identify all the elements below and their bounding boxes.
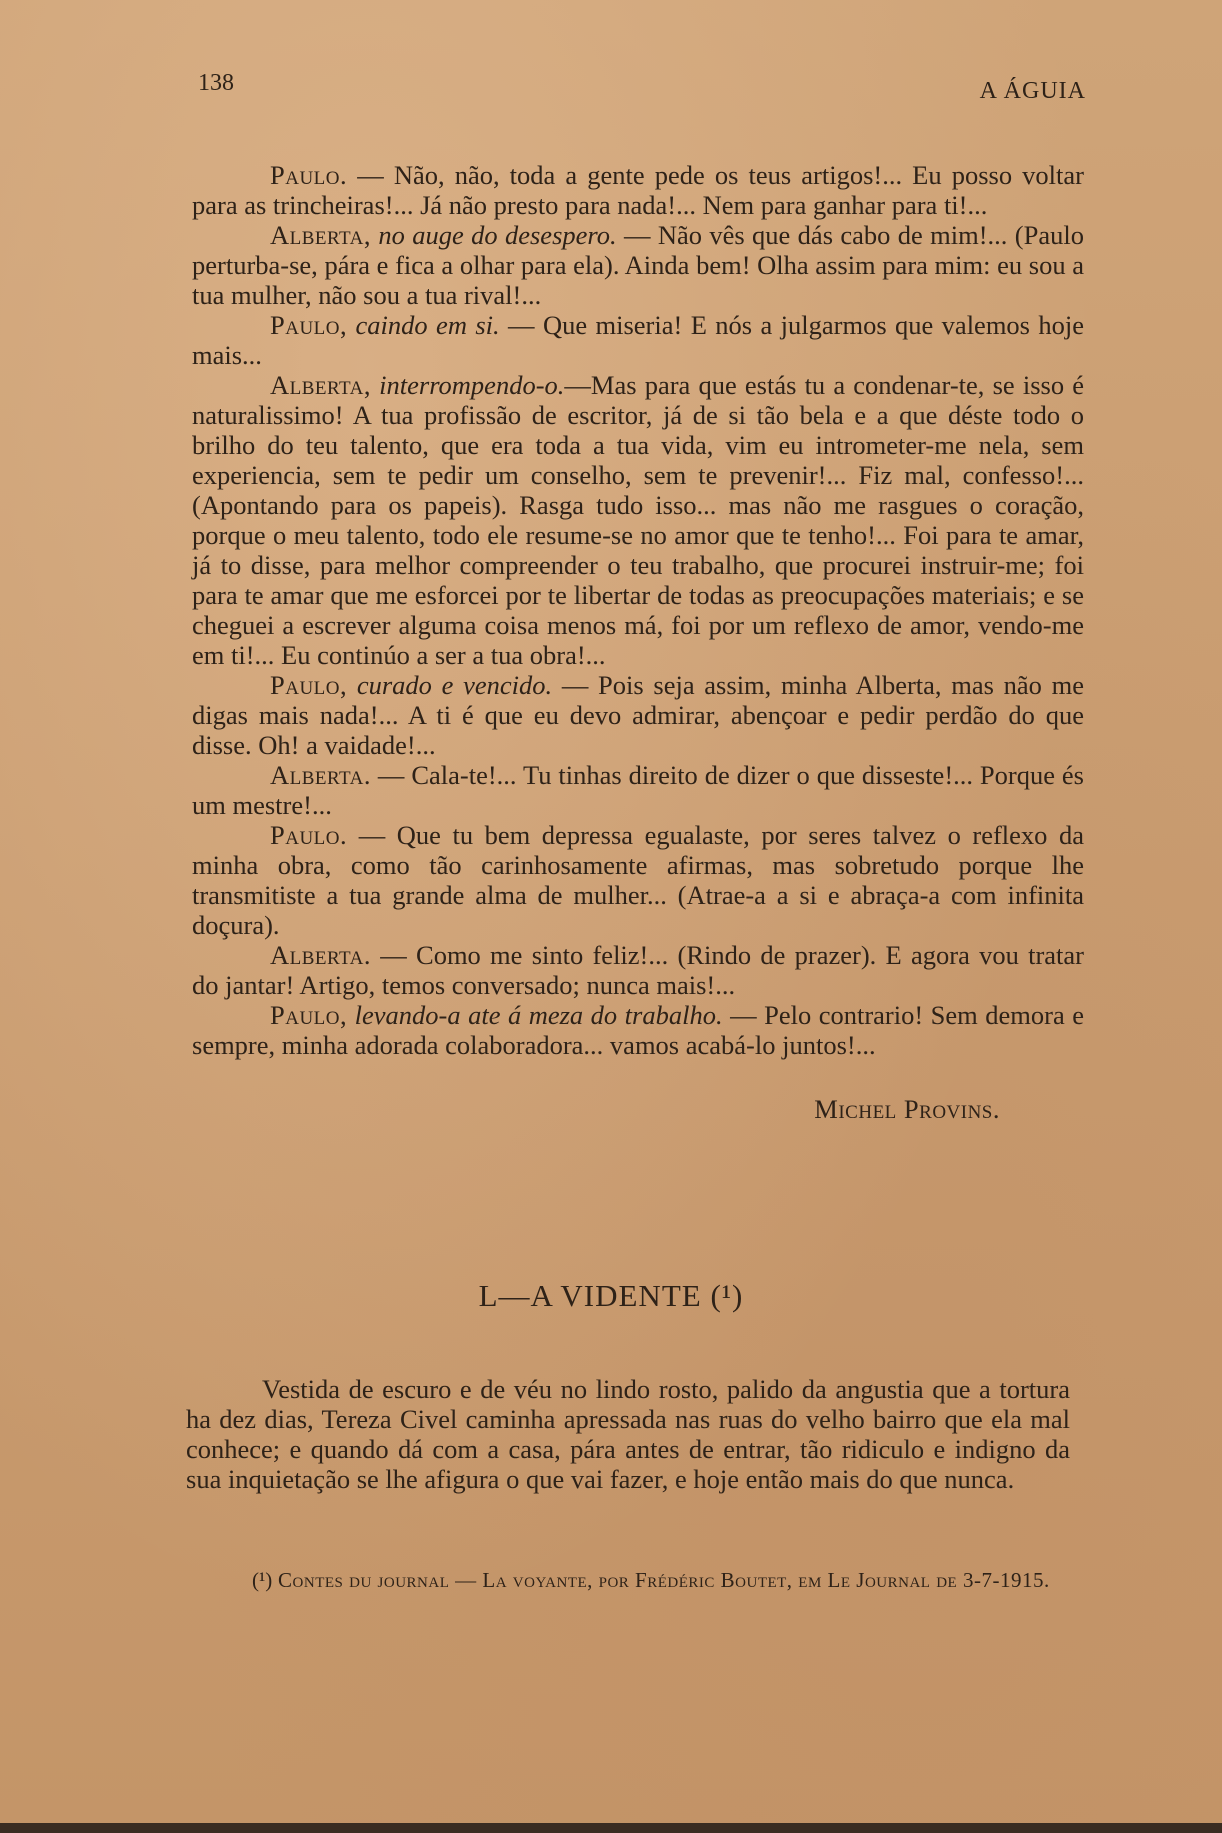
speaker-name: Paulo,: [270, 1000, 348, 1030]
dialogue-paragraph: [192, 940, 1084, 1000]
dialogue-line: — Pelo contrario! Sem demora e sempre, minha adorada colaboradora... vamos acabá-lo juntos!...: [192, 1000, 1084, 1060]
speaker-name: Paulo,: [270, 310, 348, 340]
stage-direction: curado e vencido.: [347, 670, 553, 700]
speaker-name: Alberta.: [270, 760, 371, 790]
dialogue-line: —Mas para que estás tu a condenar-te, se isso é naturalissimo! A tua profissão de escritor, já de si tão bela e a que déste todo o brilho do teu talento, que era toda a tua vida, vim eu intrometer-me nela, sem experiencia, sem te pedir um conselho, sem te prevenir!... Fiz mal, confesso!... (Apontando para os papeis). Rasga tudo isso... mas não me rasgues o coração, porque o meu talento, todo ele resume-se no amor que te tenho!... Foi para te amar, já to disse, para melhor compreender o teu trabalho, que procurei instruir-me; foi para te amar que me esforcei por te libertar de todas as preocupações materiais; e se cheguei a escrever alguma coisa menos má, foi por um reflexo de amor, vendo-me em ti!... Eu continúo a ser a tua obra!...: [192, 370, 1084, 670]
dialogue-paragraph: [192, 160, 1084, 220]
dialogue-line: — Não, não, toda a gente pede os teus artigos!... Eu posso voltar para as trincheiras!... Já não presto para nada!... Nem para ganhar para ti!...: [192, 160, 1084, 220]
author-signature: Michel Provins.: [814, 1094, 1000, 1124]
speaker-name: Paulo.: [270, 160, 348, 190]
speaker-name: Alberta.: [270, 940, 371, 970]
dialogue-line: — Não vês que dás cabo de mim!... (Paulo perturba-se, pára e fica a olhar para ela). Ainda bem! Olha assim para mim: eu sou a tua mulher, não sou a tua rival!...: [192, 220, 1084, 310]
stage-direction: no auge do desespero.: [371, 220, 617, 250]
dialogue-text: [192, 160, 1084, 1124]
dialogue-paragraph: [192, 220, 1084, 310]
dialogue-line: — Cala-te!... Tu tinhas direito de dizer o que disseste!... Porque és um mestre!...: [192, 760, 1084, 820]
dialogue-paragraph: [192, 1000, 1084, 1060]
dialogue-paragraph: [192, 370, 1084, 670]
dialogue-paragraph: [192, 310, 1084, 370]
footnote: [184, 1568, 1070, 1592]
footnote-text: Contes du journal — La voyante, por Frédéric Boutet, em Le Journal de 3-7-1915.: [272, 1568, 1050, 1592]
section-body: [186, 1374, 1070, 1494]
speaker-name: Alberta,: [270, 370, 371, 400]
speaker-name: Paulo,: [270, 670, 348, 700]
page-number: 138: [198, 70, 234, 96]
stage-direction: interrompendo-o.: [371, 370, 565, 400]
speaker-name: Paulo.: [270, 820, 348, 850]
footnote-marker: (¹): [252, 1568, 273, 1592]
stage-direction: caindo em si.: [347, 310, 500, 340]
dialogue-paragraph: [192, 670, 1084, 760]
speaker-name: Alberta,: [270, 220, 371, 250]
dialogue-line: — Como me sinto feliz!... (Rindo de prazer). E agora vou tratar do jantar! Artigo, temos conversado; nunca mais!...: [192, 940, 1084, 1000]
section-title: L—A VIDENTE (¹): [478, 1278, 744, 1313]
running-head: A ÁGUIA: [979, 78, 1086, 104]
dialogue-line: — Pois seja assim, minha Alberta, mas não me digas mais nada!... A ti é que eu devo admirar, abençoar e pedir perdão do que disse. Oh! a vaidade!...: [192, 670, 1084, 760]
dialogue-paragraph: [192, 760, 1084, 820]
stage-direction: levando-a ate á meza do trabalho.: [347, 1000, 723, 1030]
dialogue-paragraph: [192, 820, 1084, 940]
dialogue-line: — Que miseria! E nós a julgarmos que valemos hoje mais...: [192, 310, 1085, 370]
dialogue-line: — Que tu bem depressa egualaste, por seres talvez o reflexo da minha obra, como tão carinhosamente afirmas, mas sobretudo porque lhe transmitiste a tua grande alma de mulher... (Atrae-a a si e abraça-a com infinita doçura).: [192, 820, 1084, 940]
section-paragraph: Vestida de escuro e de véu no lindo rosto, palido da angustia que a tortura ha dez dias, Tereza Civel caminha apressada nas ruas do velho bairro que ela mal conhece; e quando dá com a casa, pára antes de entrar, tão ridiculo e indigno da sua inquietação se lhe afigura o que vai fazer, e hoje então mais do que nunca.: [186, 1374, 1070, 1494]
page-bottom-edge: [0, 1823, 1222, 1833]
footnote-paragraph: [184, 1568, 1070, 1592]
